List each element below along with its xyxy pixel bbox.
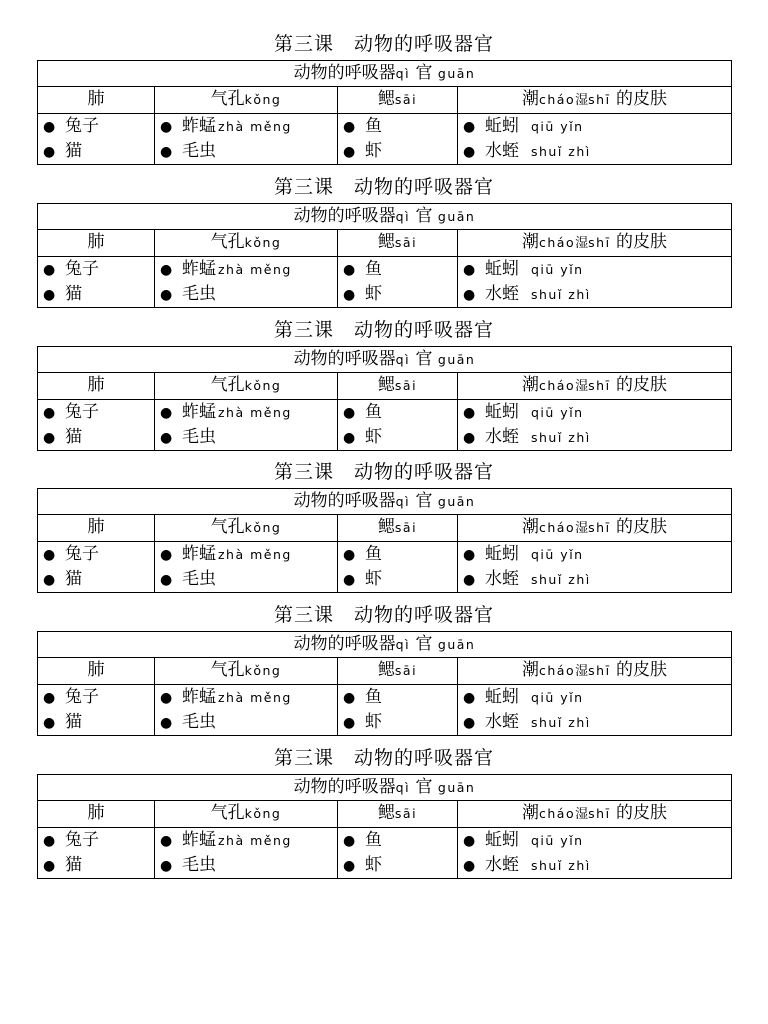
bullet-icon: ● [160,404,173,421]
header-spiracle: 气孔kǒng [155,87,338,114]
list-item: ● 鱼 [338,114,457,139]
header-moist-skin: 潮cháo湿shī 的皮肤 [458,229,732,256]
table-header-row [38,801,732,828]
header-gill: 鳃sāi [338,801,458,828]
gill-cell [338,685,458,736]
header-lung: 肺 [38,229,155,256]
list-item: ● 水蛭 shuǐ zhì [458,425,731,450]
lesson-title: 第三课 动物的呼吸器官 [273,175,494,198]
bullet-icon: ● [43,144,56,160]
bullet-icon: ● [343,547,356,564]
bullet-icon: ● [343,261,356,278]
list-item: ● 蚱蜢 zhà měng [155,257,337,282]
lung-cell [38,542,155,593]
bullet-icon: ● [43,572,56,589]
table-body-row [38,256,732,307]
list-item: ● 毛虫 [155,710,337,735]
list-item: ● 蚱蜢 zhà měng [155,114,337,139]
table-title-row [38,346,732,372]
bullet-icon: ● [43,286,56,303]
bullet-icon: ● [160,261,173,278]
breathing-organs-table [37,203,732,308]
header-gill: 鳃sāi [338,658,458,685]
table-header-row [38,229,732,256]
list-item: ● 水蛭 shuǐ zhì [458,710,731,735]
lesson-title: 第三课 动物的呼吸器官 [273,747,494,769]
list-item: ● 虾 [338,425,457,450]
list-item: ● 蚯蚓 qiū yǐn [458,542,731,567]
header-lung: 肺 [38,515,155,542]
lung-cell [38,114,155,165]
lesson-title: 第三课 动物的呼吸器官 [273,604,494,627]
header-gill: 鳃sāi [338,87,458,114]
table-body-row [38,399,732,450]
header-spiracle: 气孔kǒng [155,372,338,399]
bullet-icon: ● [463,286,476,303]
bullet-icon: ● [343,119,356,135]
breathing-organs-table [37,488,732,593]
list-item: ● 毛虫 [155,853,337,878]
header-spiracle: 气孔kǒng [155,229,338,256]
bullet-icon: ● [463,547,476,564]
table-header-row [38,87,732,114]
list-item: ● 猫 [38,425,154,450]
table-title: 动物的呼吸器qì 官 guān [38,203,732,229]
list-item: ● 毛虫 [155,425,337,450]
bullet-icon: ● [463,429,476,446]
bullet-icon: ● [463,144,476,160]
table-title: 动物的呼吸器qì 官 guān [38,632,732,658]
table-title: 动物的呼吸器qì 官 guān [38,489,732,515]
bullet-icon: ● [463,404,476,421]
table-header-row [38,515,732,542]
bullet-icon: ● [160,833,173,849]
bullet-icon: ● [343,858,356,874]
moist-skin-cell [458,399,732,450]
bullet-icon: ● [43,429,56,446]
bullet-icon: ● [343,833,356,849]
bullet-icon: ● [343,690,356,707]
list-item: ● 兔子 [38,257,154,282]
table-title: 动物的呼吸器qì 官 guān [38,61,732,87]
spiracle-cell [155,114,338,165]
table-body-row [38,828,732,879]
breathing-organs-table [37,631,732,736]
gill-cell [338,114,458,165]
spiracle-cell [155,542,338,593]
table-title-row [38,203,732,229]
bullet-icon: ● [343,715,356,732]
list-item: ● 兔子 [38,542,154,567]
moist-skin-cell [458,542,732,593]
bullet-icon: ● [463,119,476,135]
bullet-icon: ● [463,572,476,589]
list-item: ● 鱼 [338,257,457,282]
bullet-icon: ● [160,119,173,135]
list-item: ● 蚱蜢 zhà měng [155,542,337,567]
lung-cell [38,828,155,879]
header-moist-skin: 潮cháo湿shī 的皮肤 [458,658,732,685]
table-title-row [38,632,732,658]
list-item: ● 蚱蜢 zhà měng [155,400,337,425]
list-item: ● 水蛭 shuǐ zhì [458,139,731,164]
list-item: ● 毛虫 [155,139,337,164]
list-item: ● 水蛭 shuǐ zhì [458,567,731,592]
header-moist-skin: 潮cháo湿shī 的皮肤 [458,87,732,114]
list-item: ● 兔子 [38,685,154,710]
bullet-icon: ● [343,286,356,303]
lesson-title: 第三课 动物的呼吸器官 [273,461,494,484]
list-item: ● 鱼 [338,685,457,710]
lung-cell [38,685,155,736]
table-title: 动物的呼吸器qì 官 guān [38,775,732,801]
bullet-icon: ● [160,690,173,707]
table-title-row [38,489,732,515]
list-item: ● 蚯蚓 qiū yǐn [458,114,731,139]
spiracle-cell [155,828,338,879]
bullet-icon: ● [343,404,356,421]
bullet-icon: ● [43,261,56,278]
header-gill: 鳃sāi [338,372,458,399]
list-item: ● 蚯蚓 qiū yǐn [458,400,731,425]
list-item: ● 虾 [338,853,457,878]
list-item: ● 水蛭 shuǐ zhì [458,282,731,307]
bullet-icon: ● [160,144,173,160]
list-item: ● 虾 [338,710,457,735]
header-moist-skin: 潮cháo湿shī 的皮肤 [458,515,732,542]
list-item: ● 猫 [38,567,154,592]
list-item: ● 蚱蜢 zhà měng [155,685,337,710]
table-title: 动物的呼吸器qì 官 guān [38,346,732,372]
list-item: ● 猫 [38,139,154,164]
table-header-row [38,658,732,685]
list-item: ● 毛虫 [155,567,337,592]
header-gill: 鳃sāi [338,229,458,256]
list-item: ● 蚯蚓 qiū yǐn [458,685,731,710]
lesson-title: 第三课 动物的呼吸器官 [273,33,494,55]
list-item: ● 鱼 [338,400,457,425]
header-lung: 肺 [38,658,155,685]
bullet-icon: ● [43,547,56,564]
header-spiracle: 气孔kǒng [155,801,338,828]
list-item: ● 鱼 [338,828,457,853]
gill-cell [338,542,458,593]
moist-skin-cell [458,114,732,165]
bullet-icon: ● [160,572,173,589]
bullet-icon: ● [463,715,476,732]
header-spiracle: 气孔kǒng [155,658,338,685]
header-lung: 肺 [38,801,155,828]
bullet-icon: ● [463,690,476,707]
list-item: ● 虾 [338,282,457,307]
bullet-icon: ● [43,404,56,421]
list-item: ● 兔子 [38,114,154,139]
moist-skin-cell [458,256,732,307]
bullet-icon: ● [43,833,56,849]
bullet-icon: ● [160,286,173,303]
list-item: ● 毛虫 [155,282,337,307]
bullet-icon: ● [463,833,476,849]
header-lung: 肺 [38,372,155,399]
list-item: ● 猫 [38,853,154,878]
lung-cell [38,256,155,307]
table-header-row [38,372,732,399]
list-item: ● 蚯蚓 qiū yǐn [458,257,731,282]
table-title-row [38,775,732,801]
bullet-icon: ● [43,119,56,135]
list-item: ● 猫 [38,282,154,307]
table-body-row [38,114,732,165]
lesson-title: 第三课 动物的呼吸器官 [273,318,494,341]
list-item: ● 兔子 [38,828,154,853]
breathing-organs-table [37,60,732,165]
bullet-icon: ● [343,429,356,446]
spiracle-cell [155,685,338,736]
gill-cell [338,256,458,307]
moist-skin-cell [458,828,732,879]
header-spiracle: 气孔kǒng [155,515,338,542]
header-lung: 肺 [38,87,155,114]
list-item: ● 蚱蜢 zhà měng [155,828,337,853]
list-item: ● 猫 [38,710,154,735]
table-body-row [38,542,732,593]
table-body-row [38,685,732,736]
bullet-icon: ● [463,261,476,278]
moist-skin-cell [458,685,732,736]
bullet-icon: ● [343,572,356,589]
gill-cell [338,828,458,879]
gill-cell [338,399,458,450]
spiracle-cell [155,256,338,307]
lung-cell [38,399,155,450]
list-item: ● 鱼 [338,542,457,567]
bullet-icon: ● [43,858,56,874]
list-item: ● 虾 [338,567,457,592]
list-item: ● 蚯蚓 qiū yǐn [458,828,731,853]
bullet-icon: ● [463,858,476,874]
list-item: ● 水蛭 shuǐ zhì [458,853,731,878]
table-title-row [38,61,732,87]
header-gill: 鳃sāi [338,515,458,542]
bullet-icon: ● [343,144,356,160]
header-moist-skin: 潮cháo湿shī 的皮肤 [458,801,732,828]
list-item: ● 兔子 [38,400,154,425]
bullet-icon: ● [160,547,173,564]
list-item: ● 虾 [338,139,457,164]
bullet-icon: ● [160,429,173,446]
breathing-organs-table [37,774,732,879]
bullet-icon: ● [160,858,173,874]
bullet-icon: ● [43,715,56,732]
bullet-icon: ● [43,690,56,707]
header-moist-skin: 潮cháo湿shī 的皮肤 [458,372,732,399]
breathing-organs-table [37,346,732,451]
bullet-icon: ● [160,715,173,732]
spiracle-cell [155,399,338,450]
